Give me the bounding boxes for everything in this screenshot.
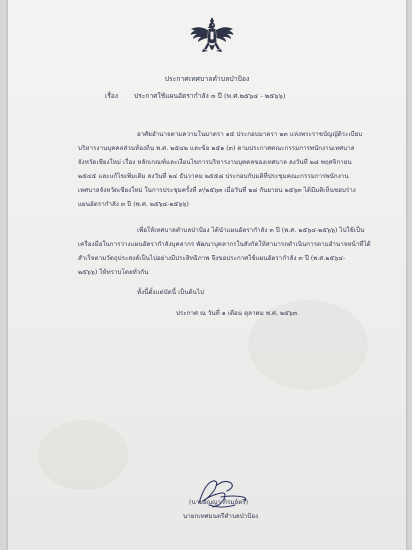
paragraph-line: แผนอัตรากำลัง ๓ ปี (พ.ศ. ๒๕๖๔-๒๕๖๖) xyxy=(78,201,189,208)
paragraph-line: เครื่องมือในการวางแผนอัตรากำลังบุคลากร พัฒนาบุคลากรในสังกัดให้สามารถดำเนินการตามอำนาจหน้าที่ได้ xyxy=(78,241,371,248)
paragraph-line: บริหารงานบุคคลส่วนท้องถิ่น พ.ศ. ๒๕๔๒ และข้อ ๒๕๑ (๓) ตามประกาศคณะกรรมการพนักงานเทศบาล xyxy=(78,145,355,152)
date-line: ประกาศ ณ วันที่ ๑ เดือน ตุลาคม พ.ศ. ๒๕๖๓ xyxy=(176,310,298,317)
paragraph-line: ๒๕๔๕ และแก้ไขเพิ่มเติม ลงวันที่ ๒๔ ธันวาคม ๒๕๕๘ ประกอบกับมติที่ประชุมคณะกรรมการพนักงาน xyxy=(78,173,349,180)
signer-name: (นายอัญญา ภิรมย์ตรี) xyxy=(189,499,249,506)
subject-text: ประกาศใช้แผนอัตรากำลัง ๓ ปี (พ.ศ.๒๕๖๔ - ๒๕๖๖) xyxy=(134,92,286,100)
paragraph-line: สำเร็จตามวัตถุประสงค์เป็นไปอย่างมีประสิทธิภาพ จึงขอประกาศใช้แผนอัตรากำลัง ๓ ปี (พ.ศ.๒๕๖๔- xyxy=(78,255,346,262)
closing-text: ทั้งนี้ตั้งแต่บัดนี้ เป็นต้นไป xyxy=(137,289,204,296)
paper-stain xyxy=(38,420,128,490)
paragraph-line: อาศัยอำนาจตามความในมาตรา ๑๕ ประกอบมาตรา ๒๓ แห่งพระราชบัญญัติระเบียบ xyxy=(137,131,363,138)
announcement-title: ประกาศเทศบาลตำบลป่าป้อง xyxy=(164,75,250,83)
subject-label: เรื่อง xyxy=(105,92,119,100)
garuda-emblem-icon xyxy=(189,16,235,60)
paragraph-line: เทศบาลจังหวัดเชียงใหม่ ในการประชุมครั้งที่ ๙/๒๕๖๓ เมื่อวันที่ ๒๘ กันยายน ๒๕๖๓ ได้มีมติเห็นชอบร่าง xyxy=(78,187,356,194)
document-page xyxy=(8,0,406,550)
paragraph-line: จังหวัดเชียงใหม่ เรื่อง หลักเกณฑ์และเงื่อนไขการบริหารงานบุคคลของเทศบาล ลงวันที่ ๒๘ พฤศจิกายน xyxy=(78,159,352,166)
signer-position: นายกเทศมนตรีตำบลป่าป้อง xyxy=(183,513,259,520)
paragraph-line: ๒๕๖๖) ให้ทราบโดยทั่วกัน xyxy=(78,269,149,276)
paragraph-line: เพื่อให้เทศบาลตำบลป่าป้อง ได้นำแผนอัตรากำลัง ๓ ปี (พ.ศ. ๒๕๖๔-๒๕๖๖) ไปใช้เป็น xyxy=(137,227,365,234)
